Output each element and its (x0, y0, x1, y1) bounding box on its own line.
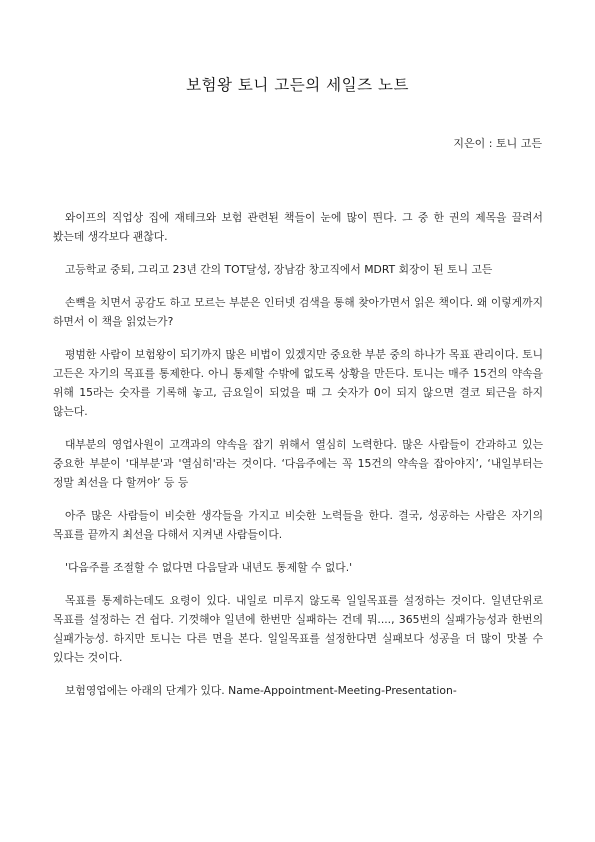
paragraph: 보험영업에는 아래의 단계가 있다. Name-Appointment-Meeting-Presentation- (65, 684, 457, 697)
paragraph: 대부분의 영업사원이 고객과의 약속을 잡기 위해서 열심히 노력한다. 많은 사람들이 간과하고 있는 중요한 부분이 '대부분'과 '열심히'라는 것이다. ‘다음주에는 꼭 15건의 약속을 잡아야지’, ‘내일부터는 정말 최선을 다 할꺼야’ 등 등 (53, 438, 543, 489)
document-body (53, 208, 543, 714)
paragraph: 고등학교 중퇴, 그리고 23년 간의 TOT달성, 장남감 창고직에서 MDRT 회장이 된 토니 고든 (65, 263, 493, 276)
paragraph: 손뼉을 치면서 공감도 하고 모르는 부분은 인터넷 검색을 통해 찾아가면서 읽은 책이다. 왜 이렇게까지 하면서 이 책을 읽었는가? (53, 296, 543, 328)
author-line: 지은이 : 토니 고든 (453, 137, 542, 150)
paragraph: 아주 많은 사람들이 비슷한 생각들을 가지고 비슷한 노력들을 한다. 결국, 성공하는 사람은 자기의 목표를 끝까지 최선을 다해서 지켜낸 사람들이다. (53, 509, 543, 541)
document-title: 보험왕 토니 고든의 세일즈 노트 (186, 76, 409, 94)
paragraph: 목표를 통제하는데도 요령이 있다. 내일로 미루지 않도록 일일목표를 설정하는 것이다. 일년단위로 목표를 설정하는 건 쉽다. 기껏해야 일년에 한번만 실패하는 건데 뭐...., 365번의 실패가능성과 한번의 실패가능성. 하지만 토니는 다른 면을 본다. 일일목표를 설정한다면 실패보다 성공을 더 많이 맛볼 수 있다는 것이다. (53, 594, 543, 664)
paragraph: 와이프의 직업상 집에 재테크와 보험 관련된 책들이 눈에 많이 띈다. 그 중 한 권의 제목을 끌려서 봤는데 생각보다 괜찮다. (53, 211, 543, 243)
paragraph: '다음주를 조절할 수 없다면 다음달과 내년도 통제할 수 없다.' (65, 561, 353, 574)
paragraph: 평범한 사람이 보험왕이 되기까지 많은 비법이 있겠지만 중요한 부분 중의 하나가 목표 관리이다. 토니 고든은 자기의 목표를 통제한다. 아니 통제할 수밖에 없도록 상황을 만든다. 토니는 매주 15건의 약속을 위해 15라는 숫자를 기록해 놓고, 금요일이 되었을 때 그 숫자가 0이 되지 않으면 결코 퇴근을 하지 않는다. (53, 348, 543, 418)
